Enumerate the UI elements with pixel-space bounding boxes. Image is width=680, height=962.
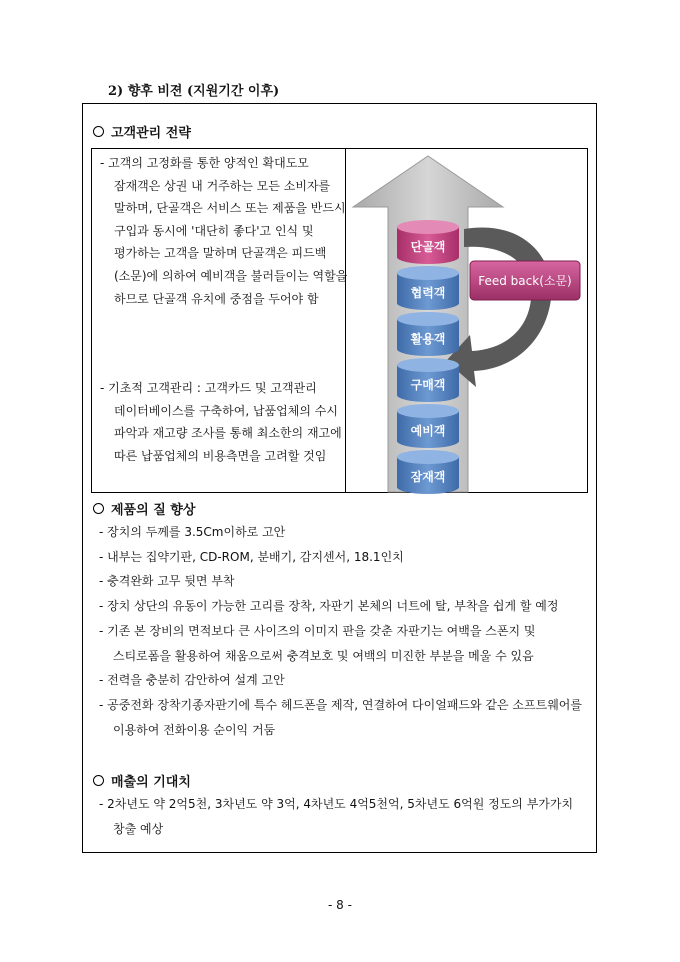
cylinder-top xyxy=(397,220,459,234)
cylinder-top xyxy=(397,312,459,326)
strategy-paragraph: - 고객의 고정화를 통한 양적인 확대도모 잠재객은 상권 내 거주하는 모든 소비자를 말하며, 단골객은 서비스 또는 제품을 반드시 구입과 동시에 '대단히 좋다'고 인식 및 평가하는 고객을 말하며 단골객은 피드백(소문)에 의하여 예비객을 불러들이는 역할을 하므로 단골객 유치에 중점을 두어야 함 xyxy=(100,156,348,306)
cylinder-top xyxy=(397,266,459,280)
cylinder-6 xyxy=(397,450,459,494)
cylinder-4 xyxy=(397,358,459,402)
page-number: - 8 - xyxy=(328,898,352,912)
list-item: - 장치 상단의 유동이 가능한 고리를 장착, 자판기 본체의 너트에 탈, 부착을 쉽게 할 예정 xyxy=(99,599,559,614)
list-item: - 내부는 집약기판, CD-ROM, 분배기, 감지센서, 18.1인치 xyxy=(99,549,404,564)
customer-strategy-text-cell xyxy=(92,149,346,492)
circle-bullet-icon xyxy=(93,503,104,514)
list-item: - 기존 본 장비의 면적보다 큰 사이즈의 이미지 판을 갖춘 자판기는 여백을 스폰지 및 스티로폼을 활용하여 채움으로써 충격보호 및 여백의 미진한 부분을 메울 수 있음 xyxy=(99,623,536,663)
sales-list xyxy=(97,792,589,841)
list-item: - 공중전화 장착기종자판기에 특수 헤드폰을 제작, 연결하여 다이얼패드와 같은 소프트웨어를 이용하여 전화이용 순이익 거둠 xyxy=(99,697,582,737)
cylinder-5 xyxy=(397,404,459,448)
list-item: - 장치의 두께를 3.5Cm이하로 고안 xyxy=(99,525,286,539)
section-quality-title: 제품의 질 향상 xyxy=(93,499,195,518)
cylinder-top xyxy=(397,450,459,464)
cylinder-1 xyxy=(397,220,459,264)
quality-list xyxy=(97,520,589,742)
cylinder-top xyxy=(397,404,459,418)
list-item: - 충격완화 고무 뒷면 부착 xyxy=(99,574,235,589)
cylinder-top xyxy=(397,358,459,372)
list-item: - 전력을 충분히 감안하여 설계 고안 xyxy=(99,673,285,688)
customer-strategy-table xyxy=(91,148,588,493)
section-sales-title: 매출의 기대치 xyxy=(93,771,191,790)
circle-bullet-icon xyxy=(93,126,104,137)
cylinder-label: 단골객 xyxy=(410,240,446,254)
cylinder-label: 활용객 xyxy=(410,332,446,346)
customer-pyramid-diagram xyxy=(346,149,589,494)
strategy-paragraph: - 기초적 고객관리 : 고객카드 및 고객관리 데이터베이스를 구축하여, 납품업체의 수시 파악과 재고량 조사를 통해 최소한의 재고에 따른 납품업체의 비용측면을 고려할 것임 xyxy=(100,381,342,463)
section-heading: 2) 향후 비젼 (지원기간 이후) xyxy=(108,84,280,99)
cylinder-3 xyxy=(397,312,459,356)
cylinder-2 xyxy=(397,266,459,310)
section-customer-strategy-title: 고객관리 전략 xyxy=(93,122,191,141)
cylinder-label: 협력객 xyxy=(410,286,446,300)
list-item: - 2차년도 약 2억5천, 3차년도 약 3억, 4차년도 4억5천억, 5차년도 6억원 정도의 부가가치 창출 예상 xyxy=(99,797,574,836)
cylinder-label: 예비객 xyxy=(410,424,446,438)
cylinder-label: 구매객 xyxy=(410,378,446,392)
cylinder-label: 잠재객 xyxy=(410,470,446,484)
feedback-label: Feed back(소문) xyxy=(478,274,572,288)
circle-bullet-icon xyxy=(93,775,104,786)
content-box xyxy=(82,103,597,853)
